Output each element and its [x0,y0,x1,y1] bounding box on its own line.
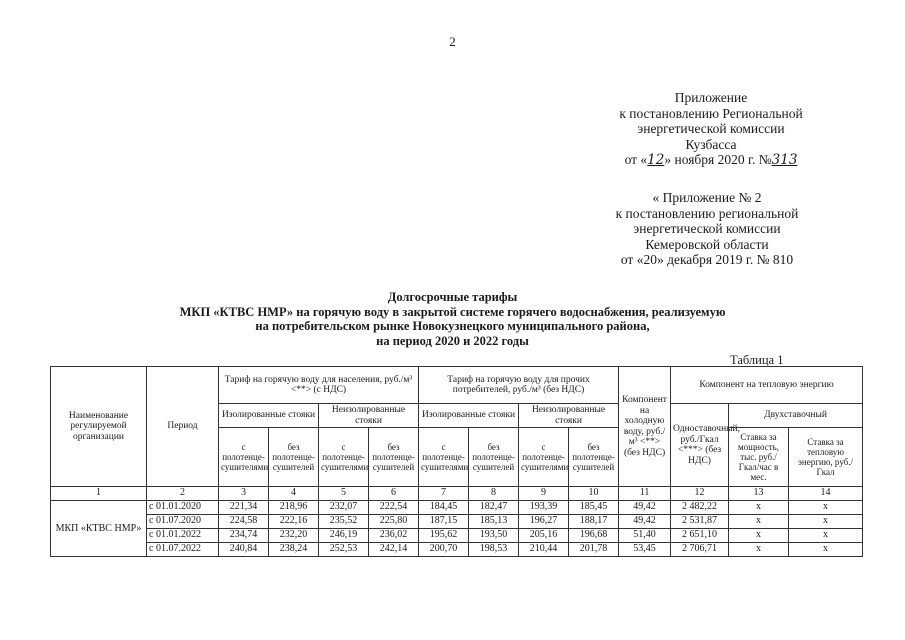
table-cell: 200,70 [419,543,469,557]
column-number-row [51,487,863,501]
table-row [51,515,863,529]
column-number: 11 [619,487,671,501]
column-number: 12 [671,487,729,501]
header-without-dryers: без полотенце-сушителей [569,428,619,487]
table-cell: 201,78 [569,543,619,557]
table-cell: 232,07 [319,501,369,515]
table-label: Таблица 1 [730,353,784,367]
header-without-dryers: без полотенце-сушителей [469,428,519,487]
table-cell: 195,62 [419,529,469,543]
table-cell: 242,14 [369,543,419,557]
column-number: 5 [319,487,369,501]
table-cell: 2 531,87 [671,515,729,529]
header-with-dryers: с полотенце-сушителями [519,428,569,487]
table-cell: 205,16 [519,529,569,543]
column-number: 8 [469,487,519,501]
table-row [51,529,863,543]
table-cell: 185,13 [469,515,519,529]
table-cell: х [729,543,789,557]
tariff-table [50,366,863,557]
appendix-line: от «20» декабря 2019 г. № 810 [620,252,794,267]
table-cell: 236,02 [369,529,419,543]
table-cell: 51,40 [619,529,671,543]
handwritten-number: 313 [771,152,798,168]
table-cell: 193,39 [519,501,569,515]
column-number: 7 [419,487,469,501]
table-cell: 2 706,71 [671,543,729,557]
header-population-tariff: Тариф на горячую воду для населения, руб./м³ <**> (с НДС) [219,367,419,404]
date-mid: » ноября 2020 г. № [664,152,772,167]
header-with-dryers: с полотенце-сушителями [319,428,369,487]
table-cell: 240,84 [219,543,269,557]
table-cell: 224,58 [219,515,269,529]
table-cell: х [729,501,789,515]
table-cell: 232,20 [269,529,319,543]
appendix-line: Кузбасса [685,136,737,152]
header-insulated: Изолированные стояки [219,404,319,428]
page-number: 2 [449,34,456,49]
table-row [51,543,863,557]
table-cell: 196,68 [569,529,619,543]
table-cell: 184,45 [419,501,469,515]
table-cell: 187,15 [419,515,469,529]
header-without-dryers: без полотенце-сушителей [269,428,319,487]
table-cell: 235,52 [319,515,369,529]
table-cell: 218,96 [269,501,319,515]
header-single-rate: Одноставочный, руб./Гкал <***> (без НДС) [671,404,729,487]
period-cell: с 01.07.2022 [147,543,219,557]
title-line: на потребительском рынке Новокузнецкого муниципального района, [255,319,650,333]
header-thermal-component: Компонент на тепловую энергию [671,367,863,404]
title-line: Долгосрочные тарифы [387,290,518,304]
header-non-insulated: Неизолированные стояки [519,404,619,428]
table-cell: 53,45 [619,543,671,557]
header-insulated: Изолированные стояки [419,404,519,428]
table-cell: 2 482,22 [671,501,729,515]
table-cell: 246,19 [319,529,369,543]
appendix-line: Кемеровской области [645,236,769,252]
document-title [0,290,905,348]
appendix-header-old [572,190,842,268]
period-cell: с 01.01.2022 [147,529,219,543]
table-cell: 252,53 [319,543,369,557]
header-with-dryers: с полотенце-сушителями [219,428,269,487]
appendix-line: « Приложение № 2 [652,190,762,205]
table-cell: 198,53 [469,543,519,557]
table-cell: 193,50 [469,529,519,543]
title-line: МКП «КТВС НМР» на горячую воду в закрытой системе горячего водоснабжения, реализуемую [179,304,726,319]
period-cell: с 01.07.2020 [147,515,219,529]
appendix-line: энергетической комиссии [633,221,781,236]
header-cold-water: Компонент на холодную воду, руб./м³ <**> (без НДС) [619,367,671,487]
title-line: на период 2020 и 2022 годы [376,333,529,348]
table-cell: х [789,501,863,515]
table-cell: 225,80 [369,515,419,529]
column-number: 1 [51,487,147,501]
column-number: 6 [369,487,419,501]
column-number: 4 [269,487,319,501]
column-number: 3 [219,487,269,501]
header-without-dryers: без полотенце-сушителей [369,428,419,487]
appendix-date-line [586,152,836,169]
table-cell: 238,24 [269,543,319,557]
column-number: 14 [789,487,863,501]
table-cell: 196,27 [519,515,569,529]
column-number: 13 [729,487,789,501]
date-prefix: от « [624,152,648,167]
header-two-rate: Двухставочный [729,404,863,428]
header-org: Наименование регулируемой организации [51,367,147,487]
org-name-cell: МКП «КТВС НМР» [51,501,147,557]
table-cell: х [789,529,863,543]
table-cell: х [729,515,789,529]
header-other-tariff: Тариф на горячую воду для прочих потребителей, руб./м³ (без НДС) [419,367,619,404]
table-cell: 49,42 [619,515,671,529]
appendix-header-new [586,90,836,169]
table-cell: 234,74 [219,529,269,543]
column-number: 2 [147,487,219,501]
table-cell: 210,44 [519,543,569,557]
table-cell: х [789,515,863,529]
table-cell: х [729,529,789,543]
table-cell: 188,17 [569,515,619,529]
table-cell: 222,16 [269,515,319,529]
table-cell: 221,34 [219,501,269,515]
table-cell: 182,47 [469,501,519,515]
appendix-line: энергетической комиссии [637,121,785,136]
table-cell: 185,45 [569,501,619,515]
table-cell: х [789,543,863,557]
handwritten-day: 12 [647,152,665,168]
header-non-insulated: Неизолированные стояки [319,404,419,428]
appendix-line: Приложение [674,90,748,105]
column-number: 10 [569,487,619,501]
table-row [51,501,863,515]
appendix-line: к постановлению Региональной [619,105,803,121]
header-energy-rate: Ставка за тепловую энергию, руб./Гкал [789,428,863,487]
header-capacity-rate: Ставка за мощность, тыс. руб./Гкал/час в мес. [729,428,789,487]
table-cell: 49,42 [619,501,671,515]
header-period: Период [147,367,219,487]
table-cell: 222,54 [369,501,419,515]
header-with-dryers: с полотенце-сушителями [419,428,469,487]
table-cell: 2 651,10 [671,529,729,543]
appendix-line: к постановлению региональной [615,205,799,221]
column-number: 9 [519,487,569,501]
period-cell: с 01.01.2020 [147,501,219,515]
